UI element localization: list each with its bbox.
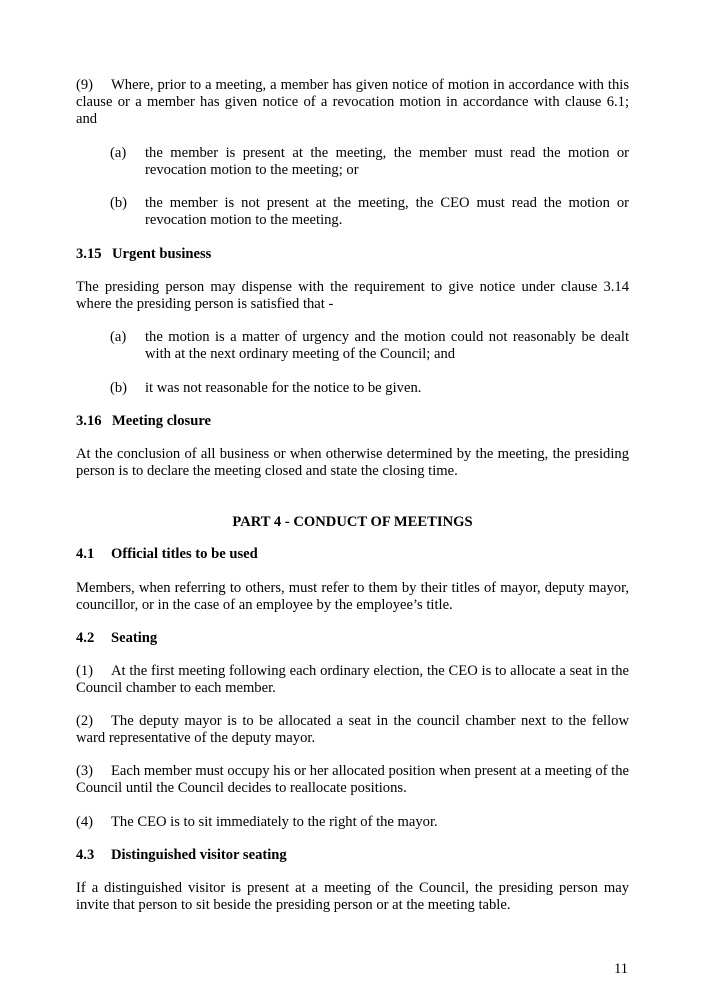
subclause — [76, 763, 629, 797]
subclause-text: Where, prior to a meeting, a member has given notice of motion in accordance with this clause or a member has given notice of a revocation motion in accordance with clause 6.1; and — [76, 77, 629, 127]
section-title: Seating — [111, 630, 158, 646]
section-heading — [76, 413, 211, 430]
list-item-text: the motion is a matter of urgency and the motion could not reasonably be dealt with at the next ordinary meeting of the Council; and — [145, 329, 629, 362]
section-title: Urgent business — [112, 246, 212, 262]
part-title: PART 4 - CONDUCT OF MEETINGS — [232, 514, 473, 530]
subclause-text: At the first meeting following each ordinary election, the CEO is to allocate a seat in the Council chamber to each member. — [76, 663, 629, 696]
subclause-number: (2) — [76, 713, 94, 729]
paragraph: Members, when referring to others, must refer to them by their titles of mayor, deputy mayor, councillor, or in the case of an employee by the employee’s title. — [76, 580, 629, 613]
section-title: Distinguished visitor seating — [111, 847, 287, 863]
subclause-text: The CEO is to sit immediately to the right of the mayor. — [111, 814, 438, 830]
section-heading — [76, 630, 157, 647]
paragraph: The presiding person may dispense with the requirement to give notice under clause 3.14 where the presiding person is satisfied that - — [76, 279, 629, 312]
subclause — [76, 713, 629, 747]
section-heading — [76, 847, 287, 864]
section-number: 4.1 — [76, 546, 95, 562]
section-title: Official titles to be used — [111, 546, 258, 562]
subclause-text: The deputy mayor is to be allocated a seat in the council chamber next to the fellow ward representative of the deputy mayor. — [76, 713, 629, 746]
section-number: 3.15 — [76, 246, 102, 262]
list-item-label: (a) — [110, 145, 127, 161]
subclause — [76, 814, 629, 831]
list-item-label: (b) — [110, 195, 128, 211]
list-item-label: (b) — [110, 380, 128, 396]
section-number: 4.2 — [76, 630, 95, 646]
subclause-number: (1) — [76, 663, 94, 679]
list-item-text: the member is not present at the meeting, the CEO must read the motion or revocation motion to the meeting. — [145, 195, 629, 228]
page-number: 11 — [613, 961, 628, 977]
paragraph: If a distinguished visitor is present at a meeting of the Council, the presiding person may invite that person to sit beside the presiding person or at the meeting table. — [76, 880, 629, 913]
subclause-text: Each member must occupy his or her allocated position when present at a meeting of the Council until the Council decides to reallocate positions. — [76, 763, 629, 796]
section-heading — [76, 546, 258, 563]
subclause — [76, 663, 629, 697]
section-title: Meeting closure — [112, 413, 212, 429]
list-item-text: the member is present at the meeting, the member must read the motion or revocation motion to the meeting; or — [145, 145, 629, 178]
section-heading — [76, 246, 211, 263]
paragraph: At the conclusion of all business or when otherwise determined by the meeting, the presiding person is to declare the meeting closed and state the closing time. — [76, 446, 629, 479]
subclause-number: (3) — [76, 763, 94, 779]
subclause-number: (9) — [76, 77, 94, 93]
section-number: 4.3 — [76, 847, 95, 863]
subclause-9 — [76, 77, 629, 128]
subclause-number: (4) — [76, 814, 94, 830]
section-number: 3.16 — [76, 413, 102, 429]
list-item-label: (a) — [110, 329, 127, 345]
list-item-text: it was not reasonable for the notice to be given. — [145, 380, 422, 396]
